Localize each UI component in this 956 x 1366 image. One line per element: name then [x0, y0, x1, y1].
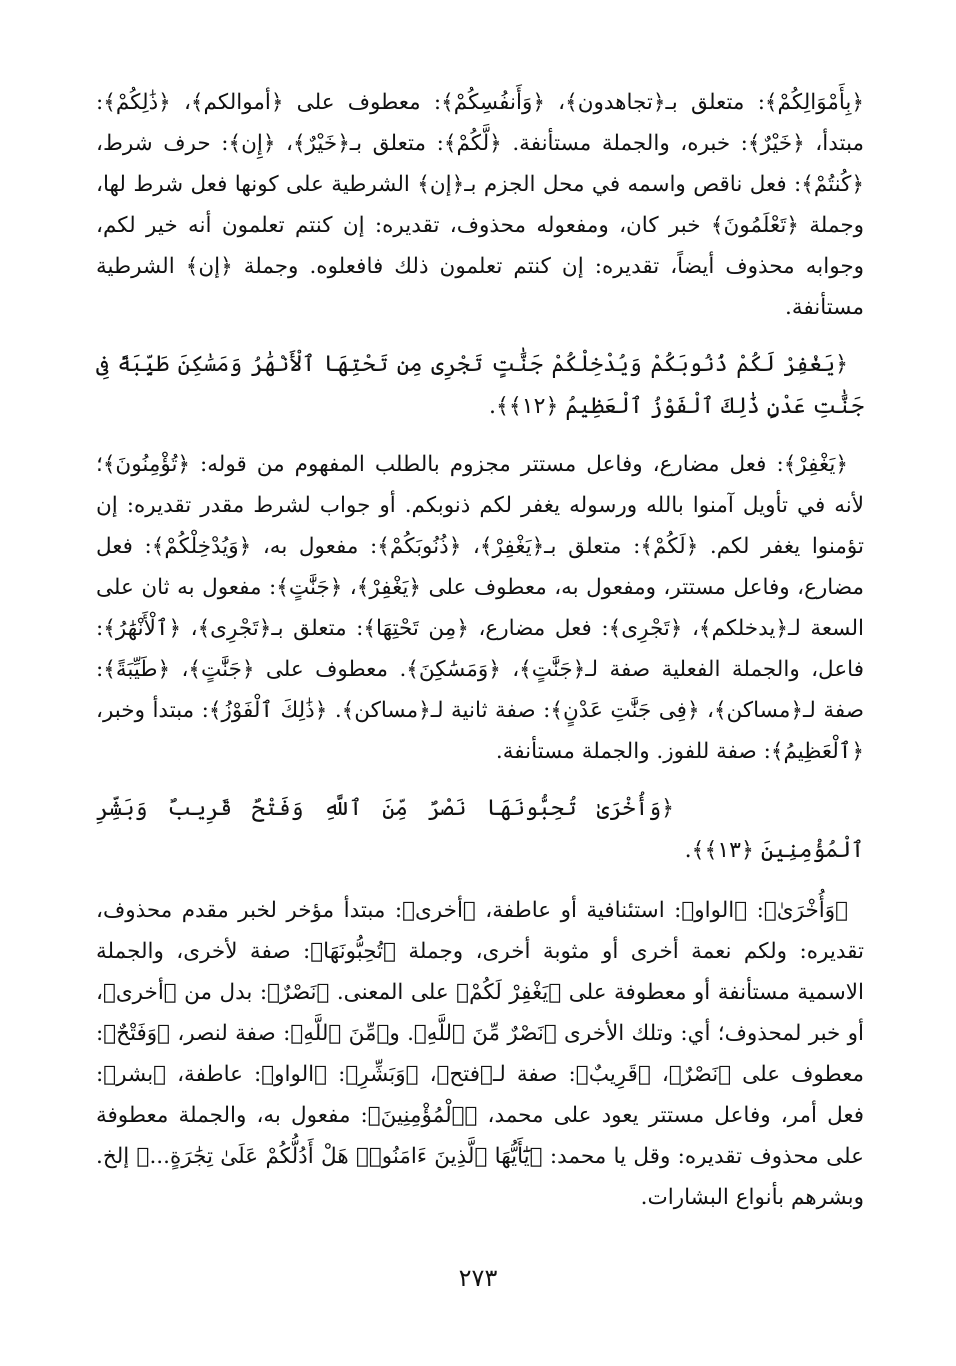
page-body — [96, 82, 864, 1218]
quran-verse-13: ﴿وَأُخْرَىٰ تُحِبُّونَهَا نَصْرٌ مِّنَ ٱللَّهِ وَفَتْحٌ قَرِيبٌ وَبَشِّرِ ٱلْمُؤْمِنِينَ ﴿١٣﴾﴾. — [96, 796, 864, 863]
paragraph-1: ﴿بِأَمْوَالِكُمْ﴾: متعلق بـ﴿تجاهدون﴾، ﴿وَأَنفُسِكُمْ﴾: معطوف على ﴿أموالكم﴾، ﴿ذَٰلِكُمْ﴾: مبتدأ، ﴿خَيْرٌ﴾: خبره، والجملة مستأنفة. ﴿لَّكُمْ﴾: متعلق بـ﴿خَيْرٌ﴾، ﴿إِن﴾: حرف شرط، ﴿كُنتُمْ﴾: فعل ناقص واسمه في محل الجزم بـ﴿إن﴾ الشرطية على كونها فعل شرط لها، وجملة ﴿تَعْلَمُونَ﴾ خبر كان، ومفعوله محذوف، تقديره: إن كنتم تعلمون أنه خير لكم، وجوابه محذوف أيضاً، تقديره: إن كنتم تعلمون ذلك فافعلوه. وجملة ﴿إن﴾ الشرطية مستأنفة. — [96, 90, 864, 320]
page-number: ٢٧٣ — [458, 1264, 498, 1292]
quran-verse-12: ﴿يَغْفِرْ لَكُمْ ذُنُوبَكُمْ وَيُدْخِلْكُمْ جَنَّٰتٍ تَجْرِى مِن تَحْتِهَا ٱلْأَنْهَٰرُ وَمَسَٰكِنَ طَيِّبَةً فِى جَنَّٰتِ عَدْنٍ ذَٰلِكَ ٱلْفَوْزُ ٱلْعَظِيمُ ﴿١٢﴾﴾. — [96, 352, 864, 419]
paragraph-3: ﴿وَأُخْرَىٰ﴾: ﴿الواو﴾: استئنافية أو عاطفة، ﴿أخرى﴾: مبتدأ مؤخر لخبر مقدم محذوف، تقديره: ولكم نعمة أخرى أو مثوبة أخرى، وجملة ﴿تُحِبُّونَهَا﴾: صفة لأخرى، والجملة الاسمية مستأنفة أو معطوفة على ﴿يَغْفِرْ لَكُمْ﴾ على المعنى. ﴿نَصْرٌ﴾: بدل من ﴿أخرى﴾، أو خبر لمحذوف؛ أي: وتلك الأخرى ﴿نَصْرٌ مِّنَ ٱللَّهِ﴾. و﴿مِّنَ ٱللَّهِ﴾: صفة لنصر، ﴿وَفَتْحٌ﴾: معطوف على ﴿نَصْرٌ﴾، ﴿قَرِيبٌ﴾: صفة لـ﴿فتح﴾، ﴿وَبَشِّرِ﴾: ﴿الواو﴾: عاطفة، ﴿بشر﴾: فعل أمر، وفاعل مستتر يعود على محمد، ﴿ٱلْمُؤْمِنِينَ﴾: مفعول به، والجملة معطوفة على محذوف تقديره: وقل يا محمد: ﴿يَٰٓأَيُّهَا ٱلَّذِينَ ءَامَنُوا۟ هَلْ أَدُلُّكُمْ عَلَىٰ تِجَٰرَةٍ...﴾ إلخ. وبشرهم بأنواع البشارات. — [96, 898, 864, 1210]
paragraph-2: ﴿يَغْفِرْ﴾: فعل مضارع، وفاعل مستتر مجزوم بالطلب المفهوم من قوله: ﴿تُؤْمِنُونَ﴾؛ لأنه في تأويل آمنوا بالله ورسوله يغفر لكم ذنوبكم. أو جواب لشرط مقدر تقديره: إن تؤمنوا يغفر لكم. ﴿لَكُمْ﴾: متعلق بـ﴿يَغْفِرْ﴾، ﴿ذُنُوبَكُمْ﴾: مفعول به، ﴿وَيُدْخِلْكُمْ﴾: فعل مضارع، وفاعل مستتر، ومفعول به، معطوف على ﴿يَغْفِرْ﴾، ﴿جَنَّٰتٍ﴾: مفعول به ثان على السعة لـ﴿يدخلكم﴾، ﴿تَجْرِى﴾: فعل مضارع، ﴿مِن تَحْتِهَا﴾: متعلق بـ﴿تَجْرِى﴾، ﴿ٱلْأَنْهَٰرُ﴾: فاعل، والجملة الفعلية صفة لـ﴿جَنَّٰتٍ﴾، ﴿وَمَسَٰكِنَ﴾. معطوف على ﴿جَنَّٰتٍ﴾، ﴿طَيِّبَةً﴾: صفة لـ﴿مساكن﴾، ﴿فِى جَنَّٰتِ عَدْنٍ﴾: صفة ثانية لـ﴿مساكن﴾. ﴿ذَٰلِكَ ٱلْفَوْزُ﴾: مبتدأ وخبر، ﴿ٱلْعَظِيمُ﴾: صفة للفوز. والجملة مستأنفة. — [96, 452, 864, 764]
